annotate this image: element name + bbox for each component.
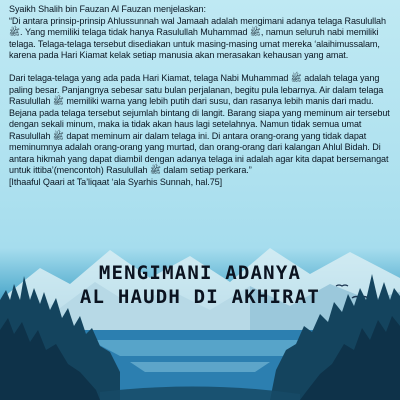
lake-reflection-2 bbox=[130, 362, 270, 372]
intro-text: Syaikh Shalih bin Fauzan Al Fauzan menjelaskan: bbox=[9, 4, 206, 14]
quote-text bbox=[9, 4, 393, 188]
quote-paragraph-1: “Di antara prinsip-prinsip Ahlussunnah wal Jamaah adalah mengimani adanya telaga Rasulullah ﷺ. Yang memiliki telaga tidak hanya Rasulullah Muhammad ﷺ, namun seluruh nabi memiliki telaga. Telaga-telaga tersebut disediakan untuk masing-masing umat mereka ‘alaihimussalam, karena pada Hari Kiamat kelak setiap manusia akan merasakan kehausan yang amat. bbox=[9, 15, 386, 60]
title-line-1: MENGIMANI ADANYA bbox=[98, 262, 302, 284]
citation: [Ithaaful Qaari at Ta’liqaat ‘ala Syarhis Sunnah, hal.75] bbox=[9, 176, 223, 187]
paragraph-gap bbox=[9, 62, 393, 74]
title-line-2: AL HAUDH DI AKHIRAT bbox=[79, 286, 321, 308]
quote-paragraph-2: Dari telaga-telaga yang ada pada Hari Kiamat, telaga Nabi Muhammad ﷺ adalah telaga yang paling besar. Panjangnya sebesar satu bulan perjalanan, begitu pula lebarnya. Air dalam telaga Rasulullah ﷺ memiliki warna yang lebih putih dari susu, dan rasanya lebih manis dari madu. Bejana pada telaga tersebut sejumlah bintang di langit. Barang siapa yang meminum air tersebut dengan sekali minum, maka ia tidak akan haus lagi setelahnya. Namun tidak semua umat Rasulullah ﷺ dapat meminum air dalam telaga ini. Di antara orang-orang yang tidak dapat meminumnya adalah orang-orang yang murtad, dan orang-orang dari kalangan Ahlul Bidah. Di antara hikmah yang dapat diambil dengan adanya telaga ini adalah agar kita dapat bersemangat untuk ittiba’(mencontoh) Rasulullah ﷺ dalam setiap perkara.” bbox=[9, 73, 390, 175]
